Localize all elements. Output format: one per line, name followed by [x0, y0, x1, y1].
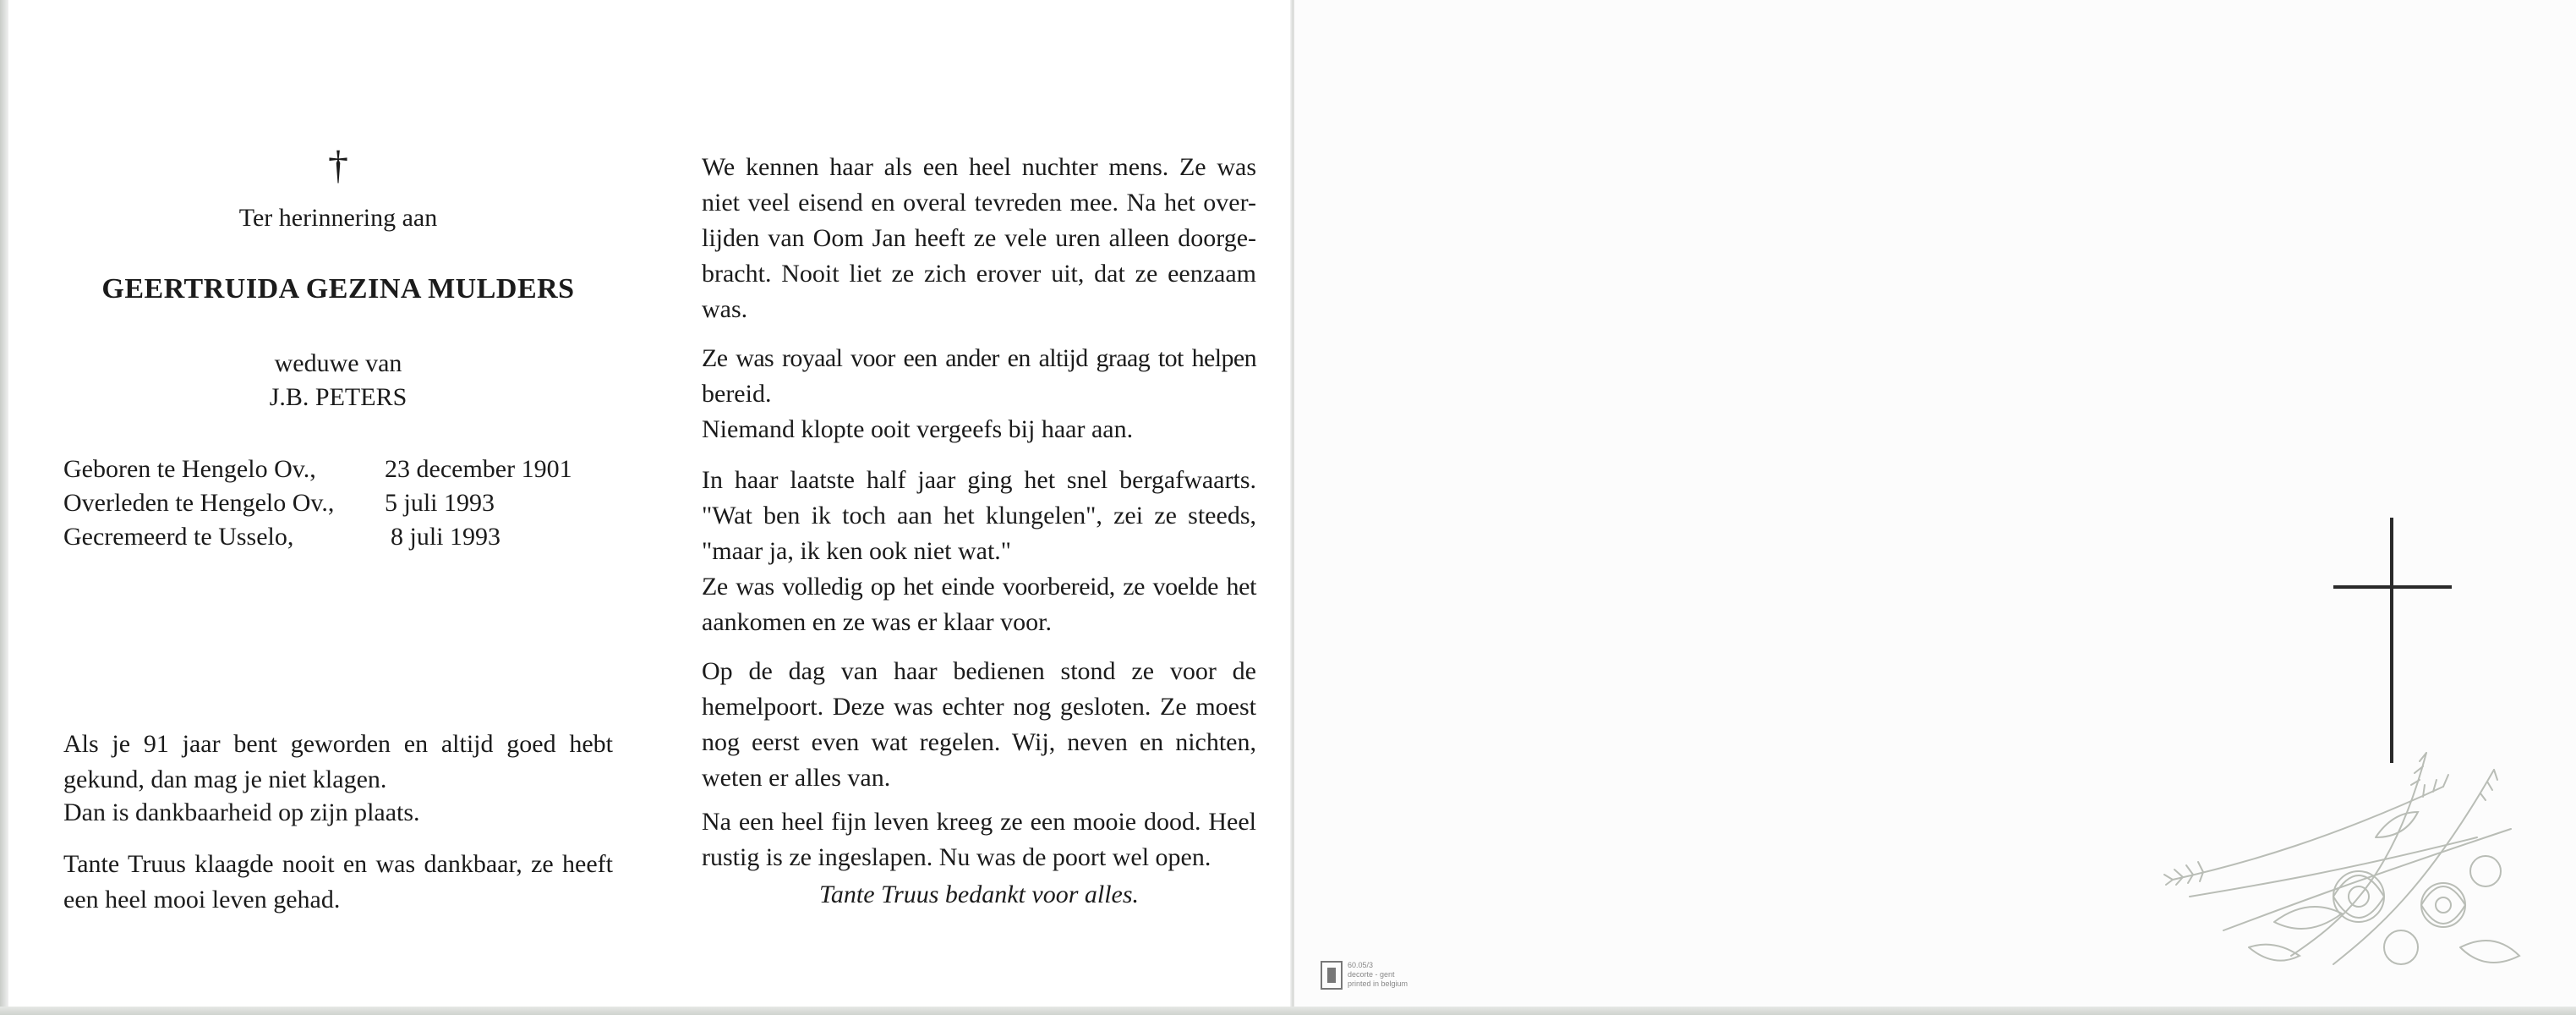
- card-bottom-edge: [0, 1007, 2576, 1015]
- closing-line: Tante Truus bedankt voor alles.: [818, 881, 1140, 908]
- paragraph-line: was.: [702, 295, 748, 323]
- small-cross-icon: †: [328, 143, 348, 188]
- paragraph-line: Dan is dankbaarheid op zijn plaats.: [63, 798, 420, 826]
- intro-text: Ter herinnering aan: [238, 204, 438, 232]
- spouse-name: J.B. PETERS: [269, 383, 407, 411]
- paragraph-line: Na een heel fijn leven kreeg ze een mooie dood. Heel: [702, 808, 1256, 836]
- paragraph-line: Ze was royaal voor een ander en altijd graag tot helpen: [702, 344, 1256, 372]
- paragraph-line: bracht. Nooit liet ze zich erover uit, dat ze eenzaam: [702, 260, 1256, 288]
- paragraph-line: weten er alles van.: [702, 764, 891, 792]
- publisher-code: 60.05/3: [1348, 961, 1374, 969]
- paragraph-line: lijden van Oom Jan heeft ze vele uren alleen doorge-: [702, 224, 1256, 252]
- paragraph-line: niet veel eisend en overal tevreden mee. Na het over-: [702, 189, 1256, 217]
- cremation-date: 8 juli 1993: [391, 523, 501, 551]
- paragraph-line: Ze was volledig op het einde voorbereid, ze voelde het: [702, 573, 1256, 601]
- publisher-name: decorte - gent: [1348, 970, 1395, 979]
- publisher-printed: printed in belgium: [1348, 979, 1408, 988]
- paragraph-line: We kennen haar als een heel nuchter mens. Ze was: [702, 153, 1256, 181]
- death-date: 5 juli 1993: [385, 489, 495, 517]
- birth-date: 23 december 1901: [385, 455, 572, 483]
- paragraph-line: hemelpoort. Deze was echter nog gesloten. Ze moest: [702, 693, 1256, 721]
- paragraph-line: bereid.: [702, 380, 772, 408]
- paragraph-line: "Wat ben ik toch aan het klungelen", zei ze steeds,: [702, 502, 1256, 529]
- birth-label: Geboren te Hengelo Ov.,: [63, 455, 316, 483]
- paragraph-line: rustig is ze ingeslapen. Nu was de poort wel open.: [702, 843, 1211, 871]
- paragraph-line: Tante Truus klaagde nooit en was dankbaar, ze heeft: [63, 850, 613, 878]
- death-label: Overleden te Hengelo Ov.,: [63, 489, 335, 517]
- cremation-label: Gecremeerd te Usselo,: [63, 523, 294, 551]
- paragraph-line: In haar laatste half jaar ging het snel bergafwaarts.: [702, 466, 1256, 494]
- paragraph-line: aankomen en ze was er klaar voor.: [702, 608, 1052, 636]
- latin-cross-icon: [2333, 518, 2452, 763]
- deceased-name: GEERTRUIDA GEZINA MULDERS: [101, 273, 575, 304]
- paragraph-line: gekund, dan mag je niet klagen.: [63, 765, 387, 793]
- card-left-edge: [0, 0, 8, 1015]
- paragraph-line: nog eerst even wat regelen. Wij, neven en nichten,: [702, 728, 1256, 756]
- paragraph-line: Niemand klopte ooit vergeefs bij haar aan.: [702, 415, 1134, 443]
- publisher-logo: [1321, 961, 1343, 990]
- paragraph-line: Als je 91 jaar bent geworden en altijd goed hebt: [63, 730, 613, 758]
- floral-sketch-icon: [2122, 736, 2545, 990]
- paragraph-line: een heel mooi leven gehad.: [63, 886, 341, 914]
- widow-of-label: weduwe van: [274, 349, 402, 377]
- paragraph-line: Op de dag van haar bedienen stond ze voor de: [702, 657, 1256, 685]
- paragraph-line: "maar ja, ik ken ook niet wat.": [702, 537, 1012, 565]
